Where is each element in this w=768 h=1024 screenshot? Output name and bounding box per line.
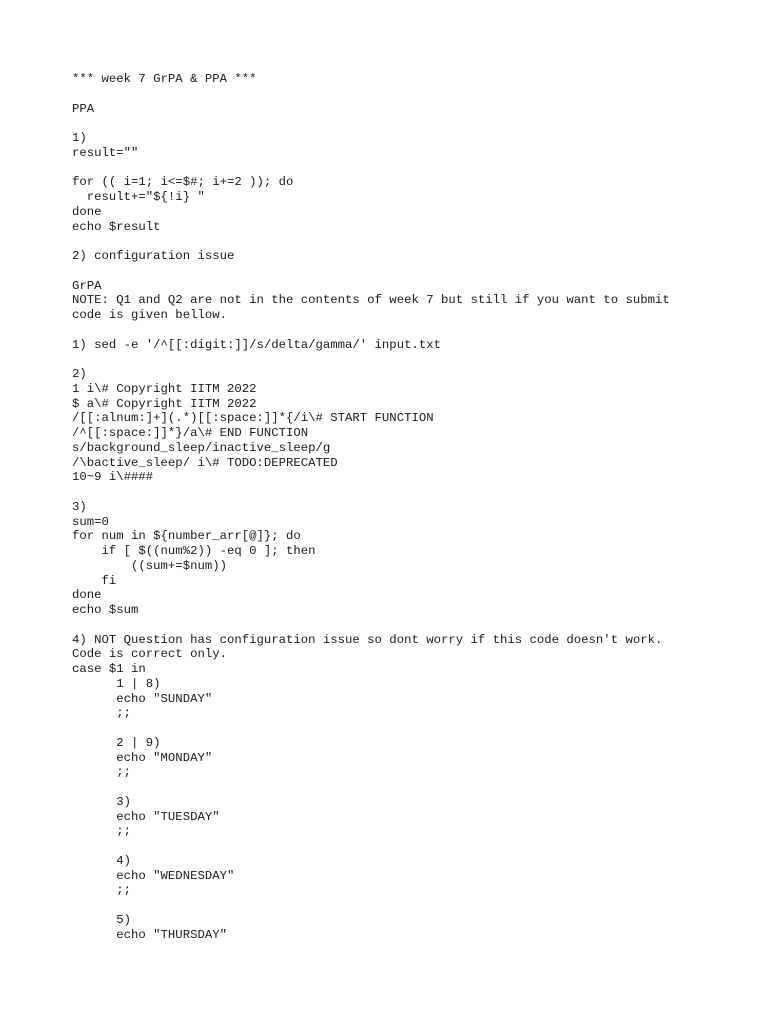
document-text: *** week 7 GrPA & PPA *** PPA 1) result="" for (( i=1; i<=$#; i+=2 )); do result+="${!i} " done echo $result 2) configuration issue GrPA NOTE: Q1 and Q2 are not in the contents of week 7 but still if you want to submit code is given bellow. 1) sed -e '/^[[:digit:]]/s/delta/gamma/' input.txt 2) 1 i\# Copyright IITM 2022 $ a\# Copyright IITM 2022 /[[:alnum:]+](.*)[[:space:]]*{/i\# START FUNCTION /^[[:space:]]*}/a\# END FUNCTION s/background_sleep/inactive_sleep/g /\bactive_sleep/ i\# TODO:DEPRECATED 10~9 i\#### 3) sum=0 for num in ${number_arr[@]}; do if [ $((num%2)) -eq 0 ]; then ((sum+=$num)) fi done echo $sum 4) NOT Question has configuration issue so dont worry if this code doesn't work. Code is correct only. case $1 in 1 | 8) echo "SUNDAY" ;; 2 | 9) echo "MONDAY" ;; 3) echo "TUESDAY" ;; 4) echo "WEDNESDAY" ;; 5) echo "THURSDAY"	[72, 72, 670, 942]
